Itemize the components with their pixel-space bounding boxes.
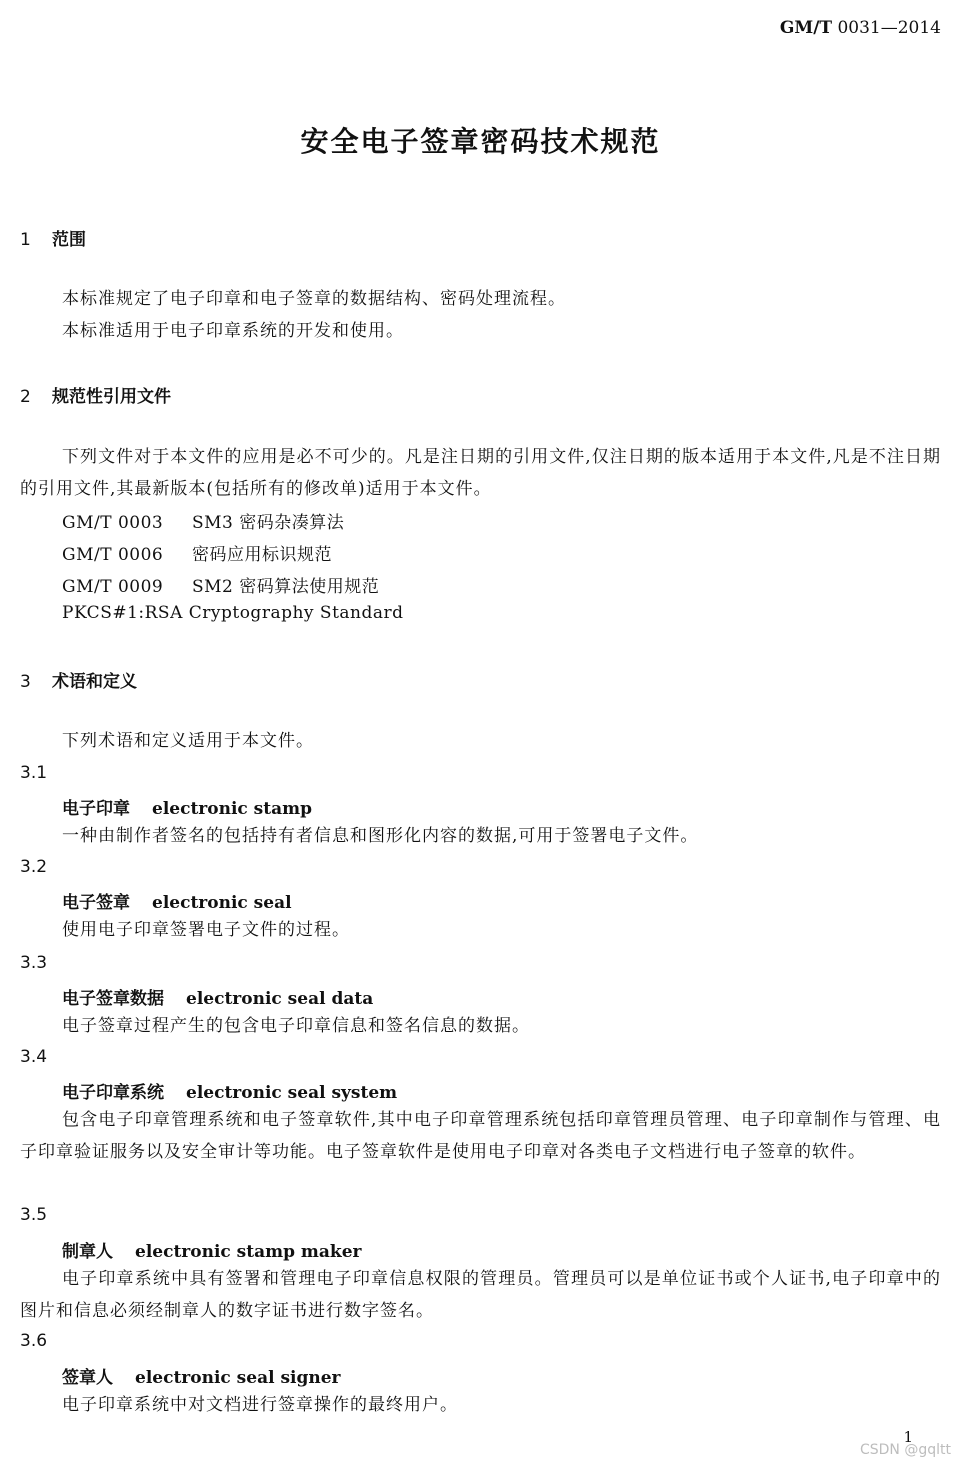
term-heading <box>62 1363 341 1388</box>
paragraph: 本标准规定了电子印章和电子签章的数据结构、密码处理流程。 <box>62 289 566 309</box>
clause-number: 3.2 <box>20 857 48 877</box>
csdn-watermark: CSDN @gqltt <box>859 1442 951 1458</box>
reference-code: GM/T 0006 <box>62 545 164 565</box>
term-en: electronic seal system <box>186 1083 398 1103</box>
term-heading <box>62 794 312 819</box>
term-definition: 包含电子印章管理系统和电子签章软件,其中电子印章管理系统包括印章管理员管理、电子印章制作与管理、电子印章验证服务以及安全审计等功能。电子签章软件是使用电子印章对各类电子文档进行电子签章的软件。 <box>20 1110 941 1162</box>
reference-name: SM3 密码杂凑算法 <box>192 513 345 533</box>
reference-item <box>62 540 332 565</box>
term-heading <box>62 1237 361 1262</box>
page-number: 1 <box>903 1428 913 1446</box>
section-title: 范围 <box>52 230 86 250</box>
term-en: electronic stamp maker <box>135 1242 362 1262</box>
section-heading-1 <box>20 225 86 250</box>
reference-item <box>62 572 379 597</box>
standard-prefix: GM/T <box>779 18 833 38</box>
document-title: 安全电子签章密码技术规范 <box>300 125 661 158</box>
section-heading-3 <box>20 667 137 692</box>
section-heading-2 <box>20 382 171 407</box>
term-zh: 制章人 <box>62 1242 113 1262</box>
reference-item-pkcs: PKCS#1:RSA Cryptography Standard <box>62 603 404 623</box>
paragraph: 下列文件对于本文件的应用是必不可少的。凡是注日期的引用文件,仅注日期的版本适用于本文件,凡是不注日期的引用文件,其最新版本(包括所有的修改单)适用于本文件。 <box>20 447 941 499</box>
clause-number: 3.1 <box>20 763 48 783</box>
reference-code: GM/T 0009 <box>62 577 164 597</box>
term-heading <box>62 984 373 1009</box>
clause-number: 3.6 <box>20 1331 48 1351</box>
term-zh: 签章人 <box>62 1368 113 1388</box>
term-en: electronic stamp <box>152 799 312 819</box>
reference-item <box>62 508 344 533</box>
standard-number: 0031—2014 <box>837 18 941 38</box>
term-definition: 电子印章系统中具有签署和管理电子印章信息权限的管理员。管理员可以是单位证书或个人证书,电子印章中的图片和信息必须经制章人的数字证书进行数字签名。 <box>20 1269 941 1321</box>
term-zh: 电子印章 <box>62 799 130 819</box>
term-en: electronic seal signer <box>135 1368 341 1388</box>
term-zh: 电子印章系统 <box>62 1083 164 1103</box>
clause-number: 3.5 <box>20 1205 48 1225</box>
term-definition: 电子印章系统中对文档进行签章操作的最终用户。 <box>62 1395 458 1415</box>
section-title: 规范性引用文件 <box>52 387 171 407</box>
section-number: 1 <box>20 230 31 250</box>
clause-number: 3.3 <box>20 953 48 973</box>
term-en: electronic seal data <box>186 989 374 1009</box>
term-zh: 电子签章数据 <box>62 989 164 1009</box>
reference-code: GM/T 0003 <box>62 513 164 533</box>
paragraph: 本标准适用于电子印章系统的开发和使用。 <box>62 321 404 341</box>
term-heading <box>62 1078 397 1103</box>
reference-name: 密码应用标识规范 <box>192 545 332 565</box>
term-heading <box>62 888 292 913</box>
clause-number: 3.4 <box>20 1047 48 1067</box>
term-en: electronic seal <box>152 893 292 913</box>
standard-code-header <box>780 18 941 38</box>
paragraph: 下列术语和定义适用于本文件。 <box>62 731 314 751</box>
term-definition: 一种由制作者签名的包括持有者信息和图形化内容的数据,可用于签署电子文件。 <box>62 826 699 846</box>
term-definition: 电子签章过程产生的包含电子印章信息和签名信息的数据。 <box>62 1016 530 1036</box>
section-title: 术语和定义 <box>52 672 137 692</box>
section-number: 3 <box>20 672 31 692</box>
term-definition: 使用电子印章签署电子文件的过程。 <box>62 920 350 940</box>
reference-name: SM2 密码算法使用规范 <box>192 577 380 597</box>
section-number: 2 <box>20 387 31 407</box>
term-zh: 电子签章 <box>62 893 130 913</box>
